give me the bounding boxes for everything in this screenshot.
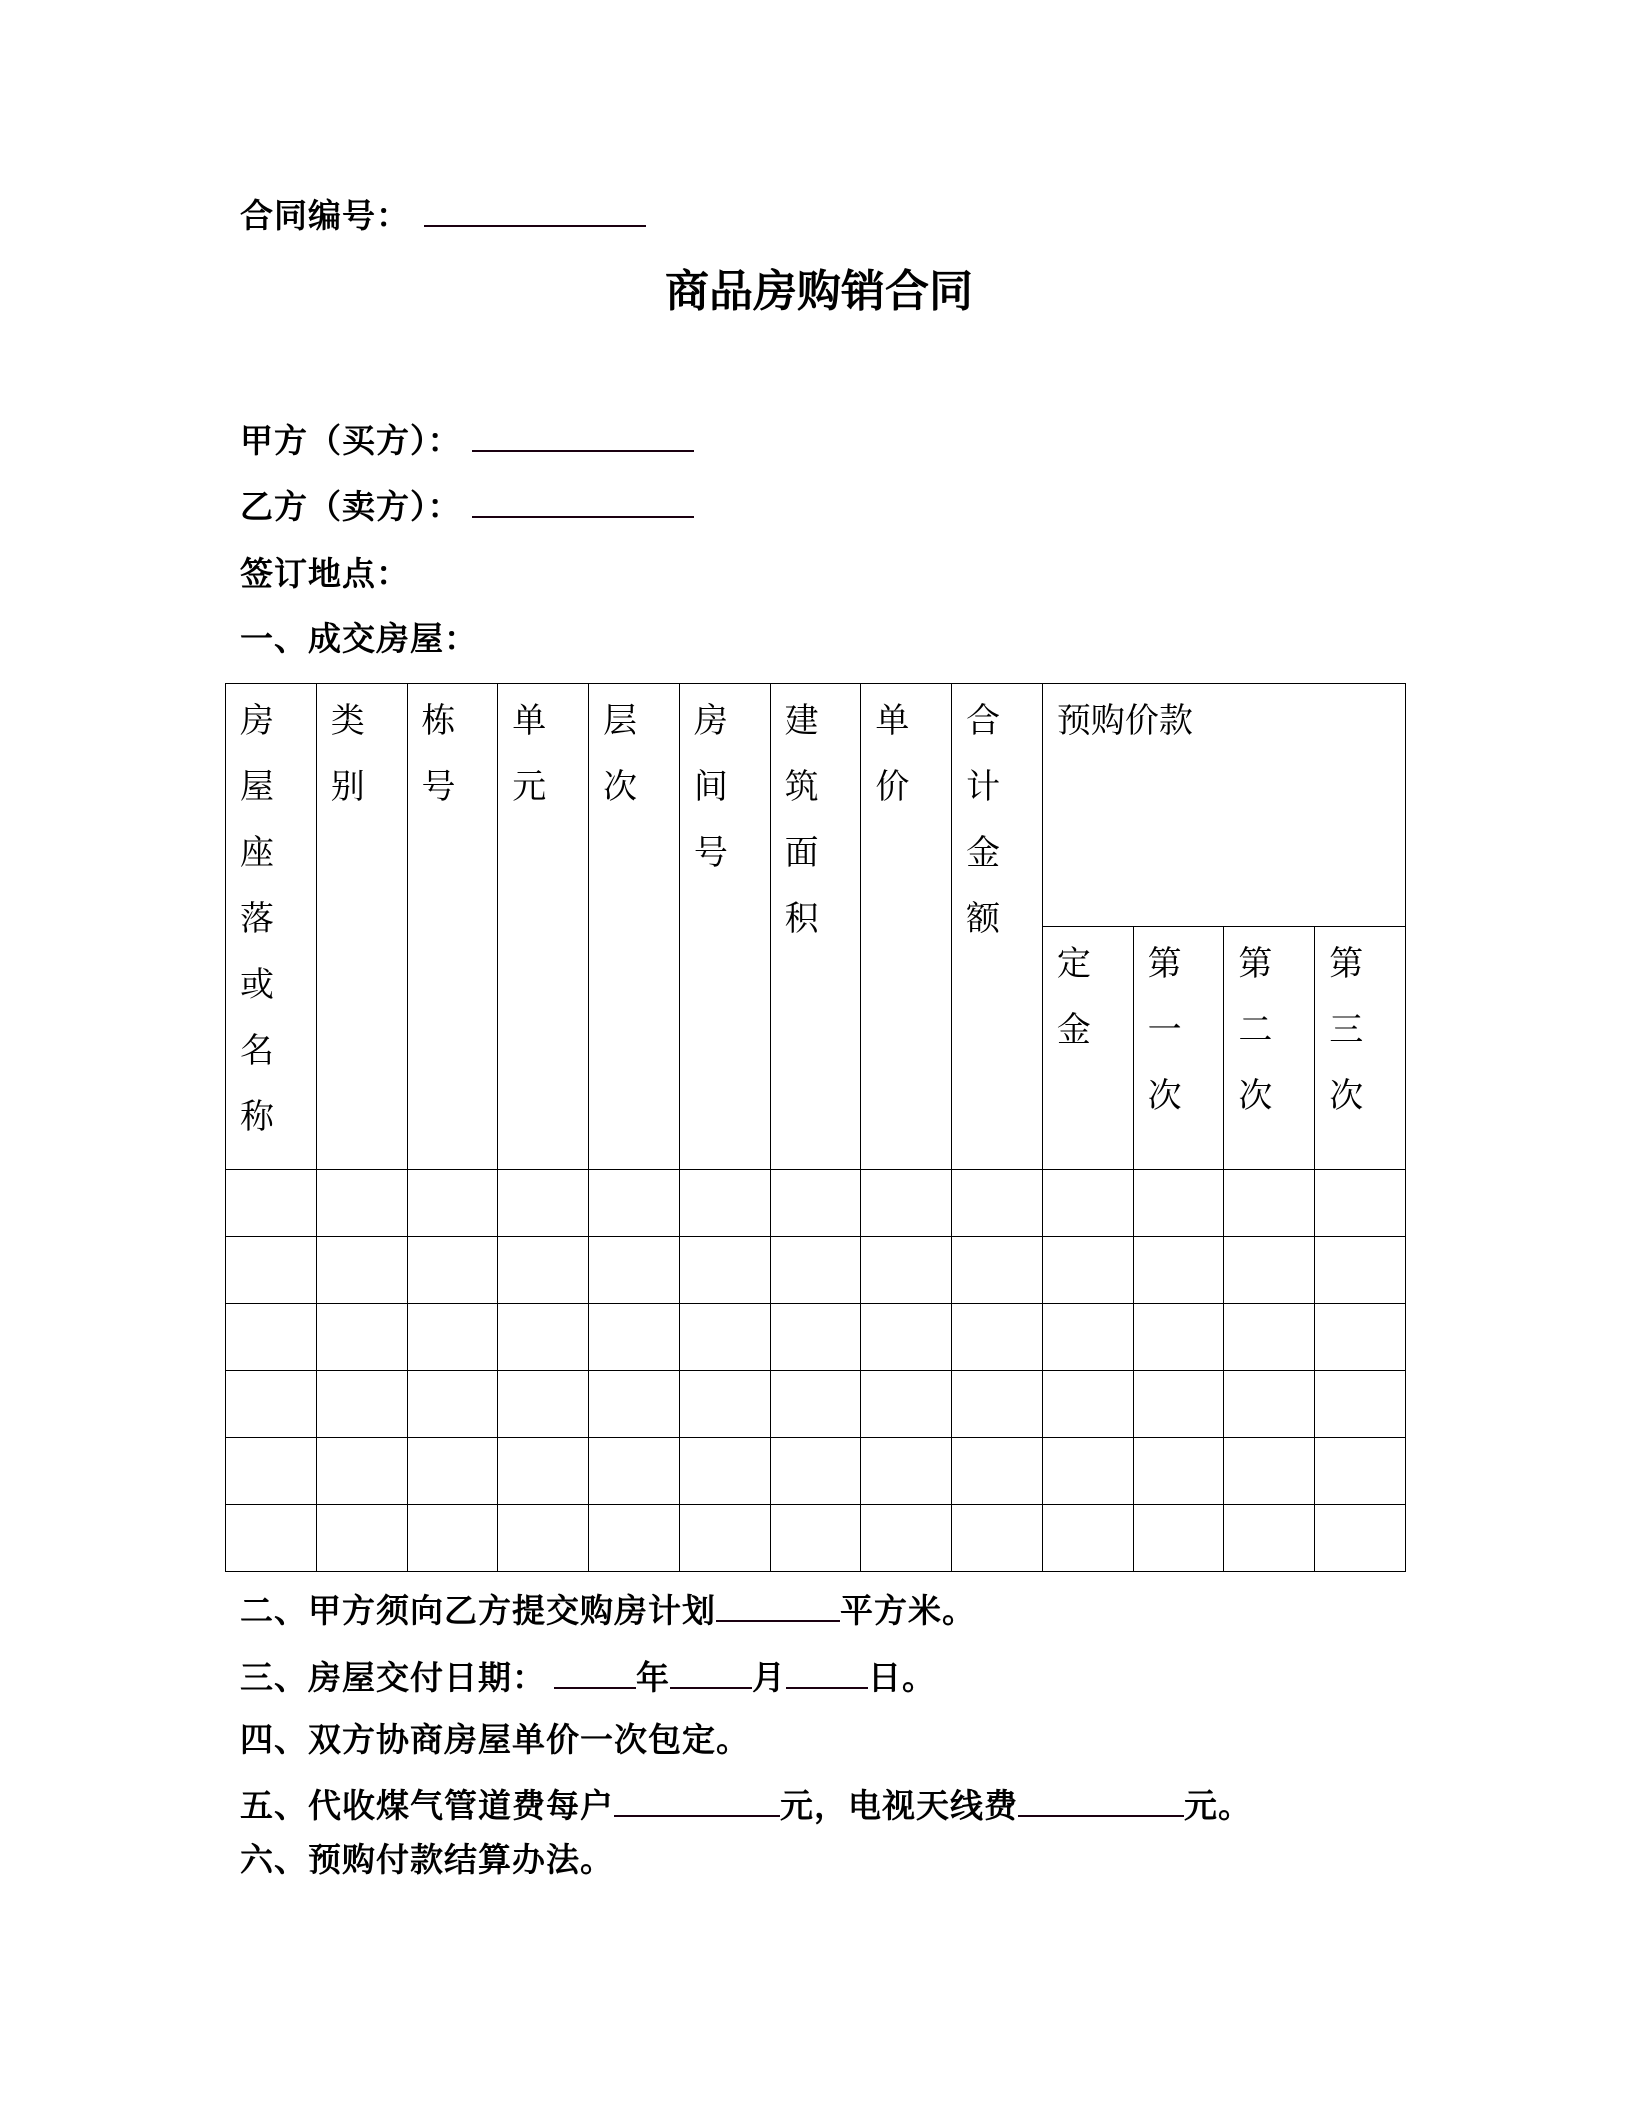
table-cell[interactable]	[679, 1170, 770, 1237]
table-cell[interactable]	[679, 1505, 770, 1572]
header-second-payment: 第二次	[1224, 927, 1315, 1170]
header-unit-price: 单价	[861, 684, 952, 1170]
table-cell[interactable]	[1042, 1438, 1133, 1505]
section-3-text: 三、房屋交付日期：	[240, 1658, 546, 1697]
table-cell[interactable]	[226, 1237, 317, 1304]
table-cell[interactable]	[316, 1371, 407, 1438]
table-cell[interactable]	[1315, 1371, 1406, 1438]
buyer-label: 甲方（买方）：	[240, 421, 462, 460]
table-cell[interactable]	[407, 1304, 498, 1371]
header-building-no: 栋号	[407, 684, 498, 1170]
table-cell[interactable]	[498, 1438, 589, 1505]
header-deposit: 定金	[1042, 927, 1133, 1170]
table-cell[interactable]	[1133, 1237, 1224, 1304]
table-cell[interactable]	[407, 1438, 498, 1505]
delivery-month-field[interactable]	[670, 1686, 752, 1689]
table-cell[interactable]	[952, 1170, 1043, 1237]
table-cell[interactable]	[952, 1304, 1043, 1371]
seller-field[interactable]	[472, 515, 694, 518]
buyer-line	[240, 421, 694, 461]
table-cell[interactable]	[1224, 1237, 1315, 1304]
contract-number-line	[240, 196, 646, 236]
contract-number-label: 合同编号：	[240, 196, 410, 235]
table-cell[interactable]	[226, 1371, 317, 1438]
table-cell[interactable]	[861, 1505, 952, 1572]
table-cell[interactable]	[861, 1304, 952, 1371]
table-row	[226, 1438, 1406, 1505]
section-5-unit: 元。	[1184, 1786, 1252, 1825]
buyer-field[interactable]	[472, 449, 694, 452]
table-cell[interactable]	[952, 1237, 1043, 1304]
table-cell[interactable]	[1315, 1505, 1406, 1572]
section-4-line: 四、双方协商房屋单价一次包定。	[240, 1720, 750, 1759]
table-cell[interactable]	[498, 1237, 589, 1304]
header-prepayment-group: 预购价款	[1042, 684, 1405, 927]
seller-line	[240, 487, 694, 527]
table-cell[interactable]	[589, 1304, 680, 1371]
table-cell[interactable]	[952, 1505, 1043, 1572]
table-row	[226, 1304, 1406, 1371]
section-2-line	[240, 1591, 976, 1631]
table-cell[interactable]	[1224, 1505, 1315, 1572]
table-cell[interactable]	[498, 1505, 589, 1572]
header-floor: 层次	[589, 684, 680, 1170]
table-cell[interactable]	[316, 1304, 407, 1371]
table-cell[interactable]	[1315, 1304, 1406, 1371]
purchase-area-field[interactable]	[716, 1619, 840, 1622]
table-cell[interactable]	[1224, 1170, 1315, 1237]
header-location: 房屋座落或名称	[226, 684, 317, 1170]
header-unit: 单元	[498, 684, 589, 1170]
seller-label: 乙方（卖方）：	[240, 487, 462, 526]
table-cell[interactable]	[770, 1304, 861, 1371]
table-cell[interactable]	[498, 1371, 589, 1438]
table-cell[interactable]	[589, 1237, 680, 1304]
table-cell[interactable]	[679, 1237, 770, 1304]
section-6-line: 六、预购付款结算办法。	[240, 1840, 614, 1879]
section-5-mid-text: 元，电视天线费	[780, 1786, 1018, 1825]
table-cell[interactable]	[1315, 1170, 1406, 1237]
table-cell[interactable]	[498, 1304, 589, 1371]
table-cell[interactable]	[679, 1371, 770, 1438]
table-cell[interactable]	[407, 1170, 498, 1237]
day-label: 日。	[868, 1658, 936, 1697]
delivery-day-field[interactable]	[786, 1686, 868, 1689]
table-cell[interactable]	[407, 1371, 498, 1438]
table-header-row	[226, 684, 1406, 927]
table-cell[interactable]	[1315, 1438, 1406, 1505]
table-cell[interactable]	[589, 1170, 680, 1237]
table-cell[interactable]	[1133, 1438, 1224, 1505]
header-category: 类别	[316, 684, 407, 1170]
table-cell[interactable]	[1133, 1170, 1224, 1237]
section-1-heading: 一、成交房屋：	[240, 619, 478, 658]
section-2-text: 二、甲方须向乙方提交购房计划	[240, 1591, 716, 1630]
table-cell[interactable]	[589, 1505, 680, 1572]
table-cell[interactable]	[861, 1237, 952, 1304]
table-cell[interactable]	[1133, 1371, 1224, 1438]
table-cell[interactable]	[316, 1505, 407, 1572]
section-3-line	[240, 1658, 936, 1698]
table-cell[interactable]	[1042, 1237, 1133, 1304]
table-cell[interactable]	[226, 1438, 317, 1505]
table-cell[interactable]	[1315, 1237, 1406, 1304]
gas-pipe-fee-field[interactable]	[614, 1814, 780, 1817]
table-cell[interactable]	[952, 1438, 1043, 1505]
table-cell[interactable]	[1042, 1170, 1133, 1237]
table-cell[interactable]	[770, 1170, 861, 1237]
table-cell[interactable]	[407, 1237, 498, 1304]
table-cell[interactable]	[770, 1505, 861, 1572]
table-cell[interactable]	[861, 1438, 952, 1505]
signing-place-line	[240, 554, 410, 594]
table-cell[interactable]	[1224, 1438, 1315, 1505]
delivery-year-field[interactable]	[554, 1686, 636, 1689]
table-cell[interactable]	[226, 1170, 317, 1237]
section-5-text: 五、代收煤气管道费每户	[240, 1786, 614, 1825]
section-2-unit: 平方米。	[840, 1591, 976, 1630]
tv-antenna-fee-field[interactable]	[1018, 1814, 1184, 1817]
section-5-line	[240, 1786, 1252, 1826]
table-cell[interactable]	[679, 1438, 770, 1505]
table-cell[interactable]	[1042, 1371, 1133, 1438]
header-first-payment: 第一次	[1133, 927, 1224, 1170]
table-cell[interactable]	[316, 1438, 407, 1505]
table-cell[interactable]	[770, 1371, 861, 1438]
month-label: 月	[752, 1658, 786, 1697]
signing-place-label: 签订地点：	[240, 554, 410, 593]
table-cell[interactable]	[226, 1304, 317, 1371]
contract-number-field[interactable]	[424, 224, 646, 227]
table-cell[interactable]	[1133, 1505, 1224, 1572]
header-total-amount: 合计金额	[952, 684, 1043, 1170]
table-cell[interactable]	[770, 1438, 861, 1505]
document-title: 商品房购销合同	[665, 266, 973, 317]
table-row	[226, 1237, 1406, 1304]
table-cell[interactable]	[589, 1371, 680, 1438]
table-cell[interactable]	[679, 1304, 770, 1371]
table-cell[interactable]	[952, 1371, 1043, 1438]
table-row	[226, 1505, 1406, 1572]
table-row	[226, 1371, 1406, 1438]
table-cell[interactable]	[1224, 1371, 1315, 1438]
property-table	[225, 683, 1406, 1572]
table-cell[interactable]	[770, 1237, 861, 1304]
table-cell[interactable]	[1133, 1304, 1224, 1371]
table-cell[interactable]	[1042, 1304, 1133, 1371]
table-row	[226, 1170, 1406, 1237]
table-cell[interactable]	[498, 1170, 589, 1237]
table-cell[interactable]	[1042, 1505, 1133, 1572]
year-label: 年	[636, 1658, 670, 1697]
table-cell[interactable]	[407, 1505, 498, 1572]
header-floor-area: 建筑面积	[770, 684, 861, 1170]
table-cell[interactable]	[589, 1438, 680, 1505]
header-room-no: 房间号	[679, 684, 770, 1170]
table-cell[interactable]	[316, 1170, 407, 1237]
table-cell[interactable]	[316, 1237, 407, 1304]
header-third-payment: 第三次	[1315, 927, 1406, 1170]
table-cell[interactable]	[226, 1505, 317, 1572]
table-cell[interactable]	[861, 1371, 952, 1438]
table-cell[interactable]	[861, 1170, 952, 1237]
table-cell[interactable]	[1224, 1304, 1315, 1371]
